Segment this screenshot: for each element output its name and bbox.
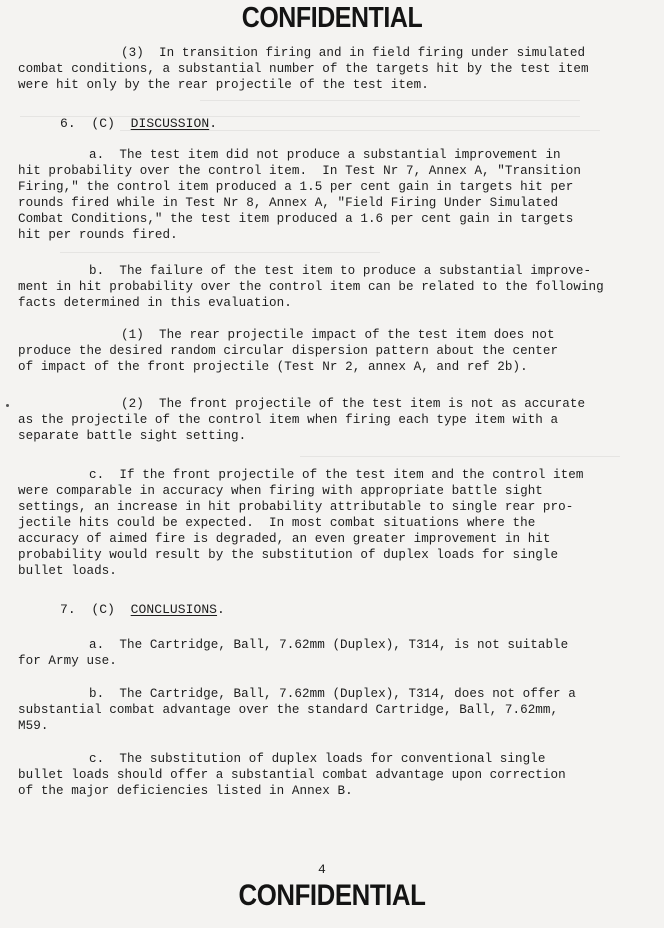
text-line: a. The test item did not produce a substantial improvement in — [89, 148, 561, 162]
text-line: hit probability over the control item. In Test Nr 7, Annex A, "Transition — [18, 164, 581, 178]
bleed-through-line — [200, 100, 580, 101]
section-heading-discussion — [60, 116, 217, 132]
section-classification: (C) — [91, 602, 115, 617]
text-line: (2) The front projectile of the test item is not as accurate — [121, 397, 586, 411]
text-line: settings, an increase in hit probability attributable to single rear pro- — [18, 500, 574, 514]
text-line: c. If the front projectile of the test item and the control item — [89, 468, 584, 482]
classification-footer: CONFIDENTIAL — [238, 879, 426, 912]
text-line: for Army use. — [18, 654, 117, 668]
section-number: 6. — [60, 116, 76, 131]
text-line: bullet loads should offer a substantial combat advantage upon correction — [18, 768, 566, 782]
bleed-through-line — [60, 252, 380, 253]
text-line: M59. — [18, 719, 49, 733]
text-line: ment in hit probability over the control item can be related to the following — [18, 280, 604, 294]
text-line: of the major deficiencies listed in Annex B. — [18, 784, 353, 798]
text-line: jectile hits could be expected. In most combat situations where the — [18, 516, 536, 530]
text-line: as the projectile of the control item when firing each type item with a — [18, 413, 559, 427]
classification-header: CONFIDENTIAL — [241, 2, 423, 34]
text-line: separate battle sight setting. — [18, 429, 247, 443]
text-line: Firing," the control item produced a 1.5 per cent gain in targets hit per — [18, 180, 574, 194]
page-number: 4 — [318, 862, 326, 877]
text-line: were comparable in accuracy when firing with appropriate battle sight — [18, 484, 543, 498]
text-line: bullet loads. — [18, 564, 117, 578]
text-line: accuracy of aimed fire is degraded, an even greater improvement in hit — [18, 532, 551, 546]
text-line: probability would result by the substitution of duplex loads for single — [18, 548, 559, 562]
section-title-punct: . — [217, 602, 225, 617]
text-line: were hit only by the rear projectile of the test item. — [18, 78, 429, 92]
text-line: c. The substitution of duplex loads for conventional single — [89, 752, 546, 766]
text-line: (3) In transition firing and in field firing under simulated — [121, 46, 586, 60]
section-heading-conclusions — [60, 602, 225, 618]
section-title: DISCUSSION — [130, 116, 210, 131]
text-line: facts determined in this evaluation. — [18, 296, 292, 310]
margin-mark — [6, 404, 9, 407]
text-line: produce the desired random circular dispersion pattern about the center — [18, 344, 559, 358]
text-line: Combat Conditions," the test item produced a 1.6 per cent gain in targets — [18, 212, 574, 226]
text-line: (1) The rear projectile impact of the test item does not — [121, 328, 555, 342]
text-line: of impact of the front projectile (Test Nr 2, annex A, and ref 2b). — [18, 360, 528, 374]
text-line: rounds fired while in Test Nr 8, Annex A, "Field Firing Under Simulated — [18, 196, 559, 210]
section-number: 7. — [60, 602, 76, 617]
section-title: CONCLUSIONS — [130, 602, 218, 617]
text-line: hit per rounds fired. — [18, 228, 178, 242]
text-line: combat conditions, a substantial number of the targets hit by the test item — [18, 62, 589, 76]
section-title-punct: . — [209, 116, 218, 131]
text-line: b. The Cartridge, Ball, 7.62mm (Duplex), T314, does not offer a — [89, 687, 576, 701]
text-line: a. The Cartridge, Ball, 7.62mm (Duplex), T314, is not suitable — [89, 638, 569, 652]
text-line: b. The failure of the test item to produce a substantial improve- — [89, 264, 592, 278]
section-classification: (C) — [91, 116, 115, 131]
text-line: substantial combat advantage over the standard Cartridge, Ball, 7.62mm, — [18, 703, 559, 717]
bleed-through-line — [300, 456, 620, 457]
